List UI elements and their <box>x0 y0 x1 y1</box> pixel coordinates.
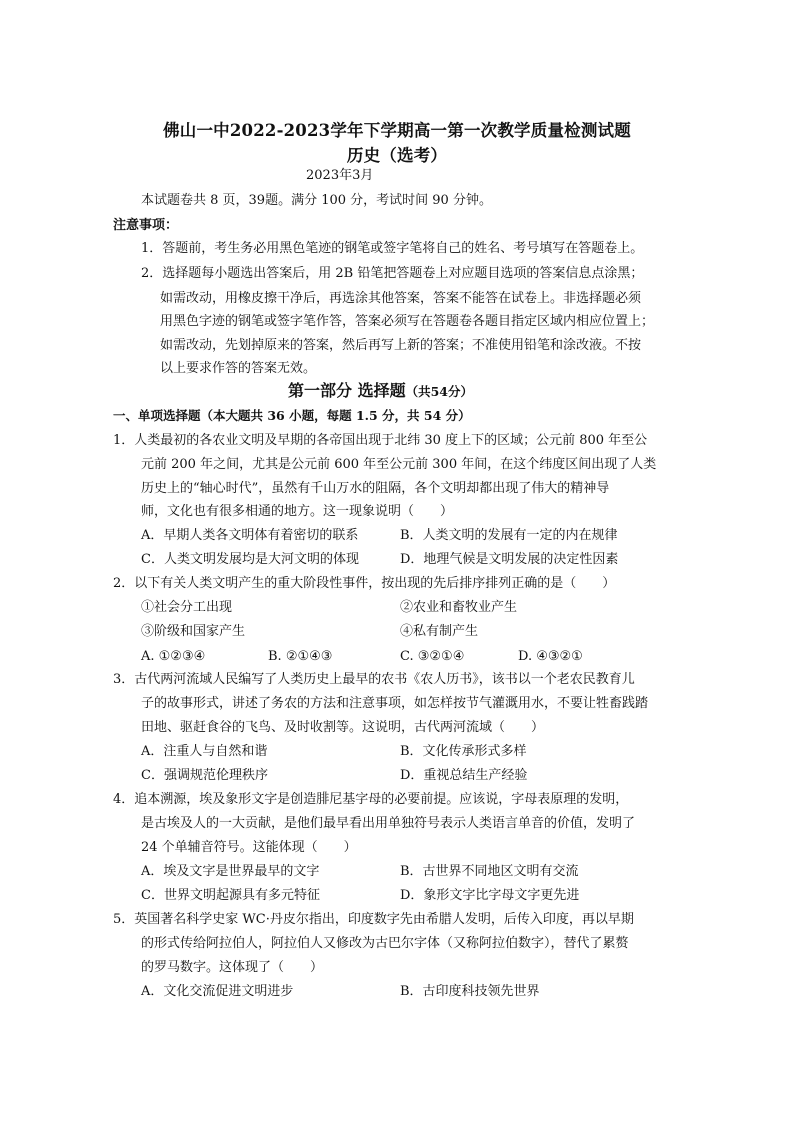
question-text: 24 个单辅音符号。这能体现（ ） <box>141 840 357 855</box>
part-score: （共54分） <box>405 384 473 399</box>
section-heading: 一、单项选择题（本大题共 36 小题，每题 1.5 分，共 54 分） <box>113 408 471 423</box>
list-item: ④私有制产生 <box>400 624 479 639</box>
question-text: 是古埃及人的一大贡献，是他们最早看出用单独符号表示人类语言单音的价值，发明了 <box>141 816 636 831</box>
option-b: B．人类文明的发展有一定的内在规律 <box>400 528 618 543</box>
option-c: C．世界文明起源具有多元特征 <box>141 888 320 903</box>
option-c: C．人类文明发展均是大河文明的体现 <box>141 552 359 567</box>
option-d: D. ④③②① <box>518 649 583 664</box>
question-text: 的罗马数字。这体现了（ ） <box>141 960 324 975</box>
option-a: A．文化交流促进文明进步 <box>141 984 294 999</box>
option-a: A．早期人类各文明体有着密切的联系 <box>141 528 359 543</box>
note-line: 以上要求作答的答案无效。 <box>160 361 317 376</box>
exam-subtitle: 历史（选考） <box>346 146 448 165</box>
list-item: ①社会分工出现 <box>141 600 233 615</box>
note-line: 如需改动，先划掉原来的答案，然后再写上新的答案；不准使用铅笔和涂改液。不按 <box>160 338 642 353</box>
list-item: ③阶级和国家产生 <box>141 624 246 639</box>
question-text: 师，文化也有很多相通的地方。这一现象说明（ ） <box>141 504 454 519</box>
question-text: 4．追本溯源，埃及象形文字是创造腓尼基字母的必要前提。应该说，字母表原理的发明， <box>113 792 629 807</box>
list-item: ②农业和畜牧业产生 <box>400 600 518 615</box>
option-a: A．埃及文字是世界最早的文字 <box>141 864 320 879</box>
question-text: 元前 200 年之间，尤其是公元前 600 年至公元前 300 年间，在这个纬度区间出现了人类 <box>141 457 657 472</box>
option-d: D．地理气候是文明发展的决定性因素 <box>400 552 619 567</box>
note-line: 1．答题前，考生务必用黑色笔迹的钢笔或签字笔将自己的姓名、考号填写在答题卷上。 <box>141 241 644 256</box>
note-line: 2．选择题每小题选出答案后，用 2B 铅笔把答题卷上对应题目选项的答案信息点涂黑； <box>141 266 644 281</box>
exam-info: 本试题卷共 8 页，39题。满分 100 分，考试时间 90 分钟。 <box>141 193 492 208</box>
option-b: B．古印度科技领先世界 <box>400 984 540 999</box>
option-d: D．重视总结生产经验 <box>400 768 528 783</box>
note-line: 用黑色字迹的钢笔或签字笔作答，答案必须写在答题卷各题目指定区域内相应位置上； <box>160 314 655 329</box>
question-text: 的形式传给阿拉伯人，阿拉伯人又修改为古巴尔字体（又称阿拉伯数字），替代了累赘 <box>141 936 629 951</box>
option-a: A. ①②③④ <box>141 649 206 664</box>
exam-date: 2023年3月 <box>306 168 374 183</box>
question-text: 3．古代两河流域人民编写了人类历史上最早的农书《农人历书》，该书以一个老农民教育儿 <box>113 672 635 687</box>
option-b: B．文化传承形式多样 <box>400 744 527 759</box>
question-text: 田地、驱赶食谷的飞鸟、及时收割等。这说明，古代两河流域（ ） <box>141 720 545 735</box>
part-heading <box>288 382 473 401</box>
option-b: B. ②①④③ <box>268 649 333 664</box>
question-text: 子的故事形式，讲述了务农的方法和注意事项，如怎样按节气灌溉用水，不要让牲畜践踏 <box>141 696 649 711</box>
question-text: 历史上的“轴心时代”，虽然有千山万水的阻隔，各个文明却都出现了伟大的精神导 <box>141 481 610 496</box>
question-text: 2．以下有关人类文明产生的重大阶段性事件，按出现的先后排序排列正确的是（ ） <box>113 576 616 591</box>
option-a: A．注重人与自然和谐 <box>141 744 268 759</box>
question-text: 1．人类最初的各农业文明及早期的各帝国出现于北纬 30 度上下的区域；公元前 800 年至公 <box>113 433 648 448</box>
notes-heading: 注意事项： <box>113 218 179 233</box>
option-d: D．象形文字比字母文字更先进 <box>400 888 580 903</box>
note-line: 如需改动，用橡皮擦干净后，再选涂其他答案，答案不能答在试卷上。非选择题必须 <box>160 291 642 306</box>
option-c: C. ③②①④ <box>400 649 465 664</box>
option-c: C．强调规范伦理秩序 <box>141 768 268 783</box>
option-b: B．古世界不同地区文明有交流 <box>400 864 579 879</box>
exam-title: 佛山一中2022-2023学年下学期高一第一次教学质量检测试题 <box>163 121 631 140</box>
part-title: 第一部分 选择题 <box>288 381 406 400</box>
question-text: 5．英国著名科学史家 WC·丹皮尔指出，印度数字先由希腊人发明，后传入印度，再以早期 <box>113 912 634 927</box>
